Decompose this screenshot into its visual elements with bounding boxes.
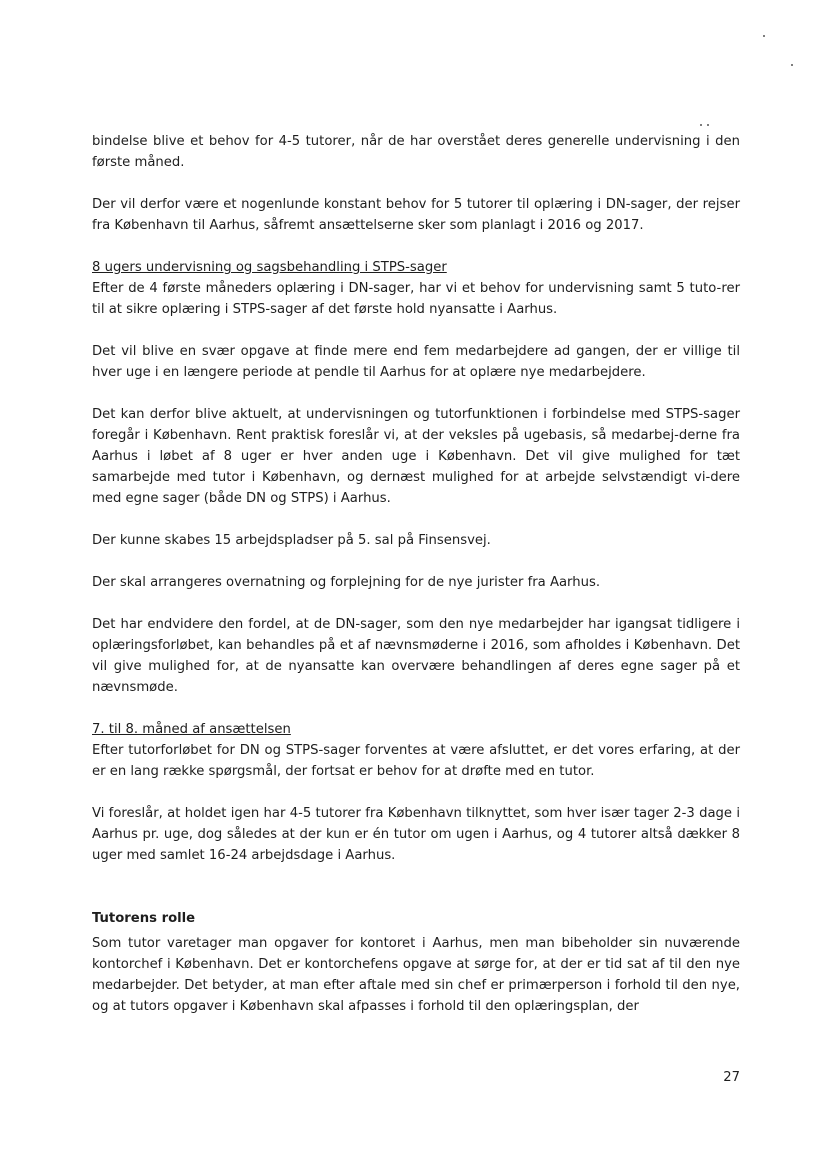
scan-speck bbox=[791, 64, 793, 66]
paragraph: Efter tutorforløbet for DN og STPS-sager forventes at være afsluttet, er det vores erfaring, at der er en lang række spørgsmål, der fortsat er behov for at drøfte med en tutor. bbox=[92, 743, 740, 779]
paragraph: Vi foreslår, at holdet igen har 4-5 tutorer fra København tilknyttet, som hver især tager 2-3 dage i Aarhus pr. uge, dog således at der kun er én tutor om ugen i Aarhus, og 4 tutorer altså dækker 8 uger med samlet 16-24 arbejdsdage i Aarhus. bbox=[92, 806, 740, 863]
paragraph: Det vil blive en svær opgave at finde mere end fem medarbejdere ad gangen, der er villige til hver uge i en længere periode at pendle til Aarhus for at oplære nye medarbejdere. bbox=[92, 344, 740, 380]
scan-speck bbox=[763, 35, 765, 37]
section-heading: 7. til 8. måned af ansættelsen bbox=[92, 722, 291, 737]
section-stps bbox=[92, 257, 740, 320]
paragraph: Som tutor varetager man opgaver for kontoret i Aarhus, men man bibeholder sin nuværende kontorchef i København. Det er kontorchefens opgave at sørge for, at der er tid sat af til den nye medarbejder. Det betyder, at man efter aftale med sin chef er primærperson i forhold til den nye, og at tutors opgaver i København skal afpasses i forhold til den oplæringsplan, der bbox=[92, 936, 740, 1014]
paragraph: bindelse blive et behov for 4-5 tutorer, når de har overstået deres generelle undervisning i den første måned. bbox=[92, 134, 740, 170]
paragraph: Det kan derfor blive aktuelt, at undervisningen og tutorfunktionen i forbindelse med STPS-sager foregår i København. Rent praktisk foreslår vi, at der veksles på ugebasis, så medarbej-derne fra Aarhus i løbet af 8 uger er hver anden uge i København. Det vil give mulighed for tæt samarbejde med tutor i København, og dernæst mulighed for at arbejde selvstændigt vi-dere med egne sager (både DN og STPS) i Aarhus. bbox=[92, 407, 740, 506]
section-tutor-role bbox=[92, 887, 740, 1017]
section-months-7-8 bbox=[92, 719, 740, 782]
page-body bbox=[92, 131, 740, 1038]
paragraph: Der skal arrangeres overnatning og forplejning for de nye jurister fra Aarhus. bbox=[92, 575, 601, 590]
scan-speck bbox=[707, 124, 709, 126]
paragraph: Det har endvidere den fordel, at de DN-sager, som den nye medarbejder har igangsat tidligere i oplæringsforløbet, kan behandles på et af nævnsmøderne i 2016, som afholdes i København. Det vil give mulighed for, at de nyansatte kan overvære behandlingen af deres egne sager på et nævnsmøde. bbox=[92, 617, 740, 695]
section-heading: 8 ugers undervisning og sagsbehandling i STPS-sager bbox=[92, 260, 447, 275]
scan-speck bbox=[700, 124, 702, 126]
page-number: 27 bbox=[723, 1070, 740, 1085]
paragraph: Efter de 4 første måneders oplæring i DN-sager, har vi et behov for undervisning samt 5 tuto-rer til at sikre oplæring i STPS-sager af det første hold nyansatte i Aarhus. bbox=[92, 281, 740, 317]
paragraph: Der kunne skabes 15 arbejdspladser på 5. sal på Finsensvej. bbox=[92, 533, 491, 548]
paragraph: Der vil derfor være et nogenlunde konstant behov for 5 tutorer til oplæring i DN-sager, der rejser fra København til Aarhus, såfremt ansættelserne sker som planlagt i 2016 og 2017. bbox=[92, 197, 740, 233]
section-heading: Tutorens rolle bbox=[92, 911, 196, 926]
